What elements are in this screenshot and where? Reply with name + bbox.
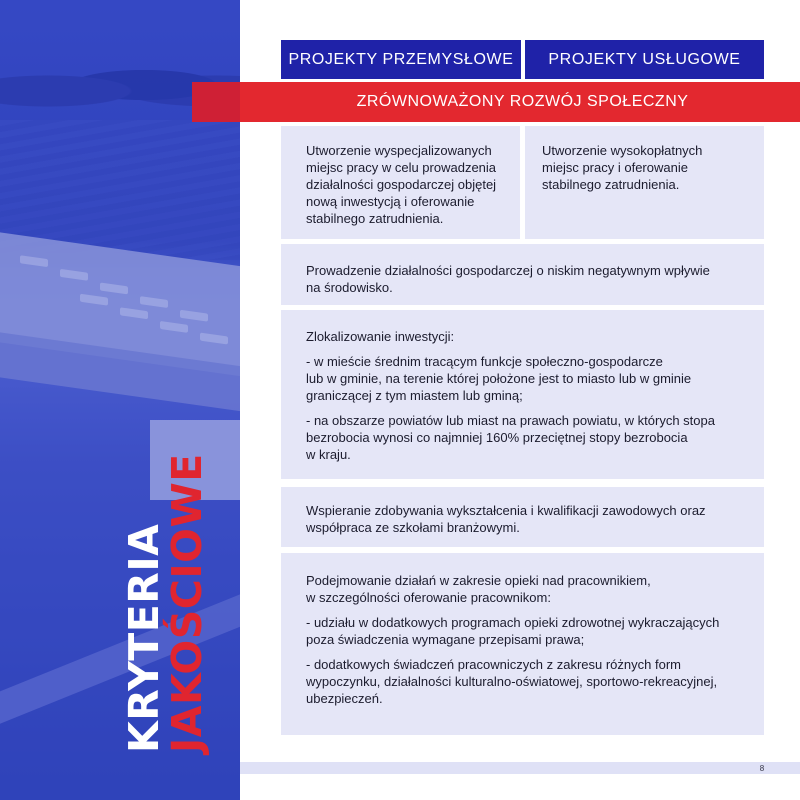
box-employee-care [281, 553, 764, 735]
text-line: Utworzenie wysokopłatnych [542, 143, 703, 158]
page-number: 8 [759, 763, 765, 773]
box-location [281, 310, 764, 479]
tab-service-projects: PROJEKTY USŁUGOWE [525, 40, 764, 79]
box-education [281, 487, 764, 547]
text-line: lub w gminie, na terenie której położone jest to miasto lub w gminie [306, 371, 692, 386]
text-line: Utworzenie wyspecjalizowanych [306, 143, 492, 158]
side-title-line1: KRYTERIA [120, 523, 168, 753]
employee-care-intro [306, 572, 764, 606]
text-line: Zlokalizowanie inwestycji: [306, 329, 455, 344]
text-line: ubezpieczeń. [306, 691, 383, 706]
side-title-line2: JAKOŚCIOWE [163, 453, 211, 753]
text-line: poza świadczenia wymagane przepisami prawa; [306, 632, 585, 647]
location-item-2 [306, 412, 764, 463]
text-line: graniczącej z tym miastem lub gminą; [306, 388, 523, 403]
text-line: działalności gospodarczej objętej [306, 177, 497, 192]
section-bar-overlap [192, 82, 240, 122]
employee-care-item-1 [306, 614, 764, 648]
text-line: na środowisko. [306, 280, 393, 295]
text-line: - na obszarze powiatów lub miast na prawach powiatu, w których stopa [306, 413, 715, 428]
box-industrial-jobs [281, 126, 520, 239]
section-title-bar [192, 82, 800, 122]
text-line: miejsc pracy w celu prowadzenia [306, 160, 497, 175]
text-line: Prowadzenie działalności gospodarczej o niskim negatywnym wpływie [306, 263, 710, 278]
text-line: bezrobocia wynosi co najmniej 160% przeciętnej stopy bezrobocia [306, 430, 688, 445]
section-title: ZRÓWNOWAŻONY ROZWÓJ SPOŁECZNY [356, 93, 689, 110]
text-line: wypoczynku, działalności kulturalno-oświatowej, sportowo-rekreacyjnej, [306, 674, 718, 689]
location-heading [306, 328, 764, 345]
text-line: nową inwestycją i oferowanie [306, 194, 475, 209]
box-services-jobs [525, 126, 764, 239]
box-environment [281, 244, 764, 305]
location-item-1 [306, 353, 764, 404]
text-line: w kraju. [306, 447, 351, 462]
footer-bar [240, 762, 800, 774]
text-line: - udziału w dodatkowych programach opieki zdrowotnej wykraczających [306, 615, 720, 630]
employee-care-item-2 [306, 656, 764, 707]
text-line: współpraca ze szkołami branżowymi. [306, 520, 520, 535]
text-line: Podejmowanie działań w zakresie opieki nad pracownikiem, [306, 573, 651, 588]
text-line: miejsc pracy i oferowanie [542, 160, 688, 175]
tab-industrial-projects: PROJEKTY PRZEMYSŁOWE [281, 40, 521, 79]
text-line: Wspieranie zdobywania wykształcenia i kwalifikacji zawodowych oraz [306, 503, 706, 518]
text-line: - dodatkowych świadczeń pracowniczych z zakresu różnych form [306, 657, 681, 672]
text-line: w szczególności oferowanie pracownikom: [306, 590, 551, 605]
text-line: stabilnego zatrudnienia. [542, 177, 680, 192]
text-line: - w mieście średnim tracącym funkcje społeczno-gospodarcze [306, 354, 663, 369]
text-line: stabilnego zatrudnienia. [306, 211, 444, 226]
